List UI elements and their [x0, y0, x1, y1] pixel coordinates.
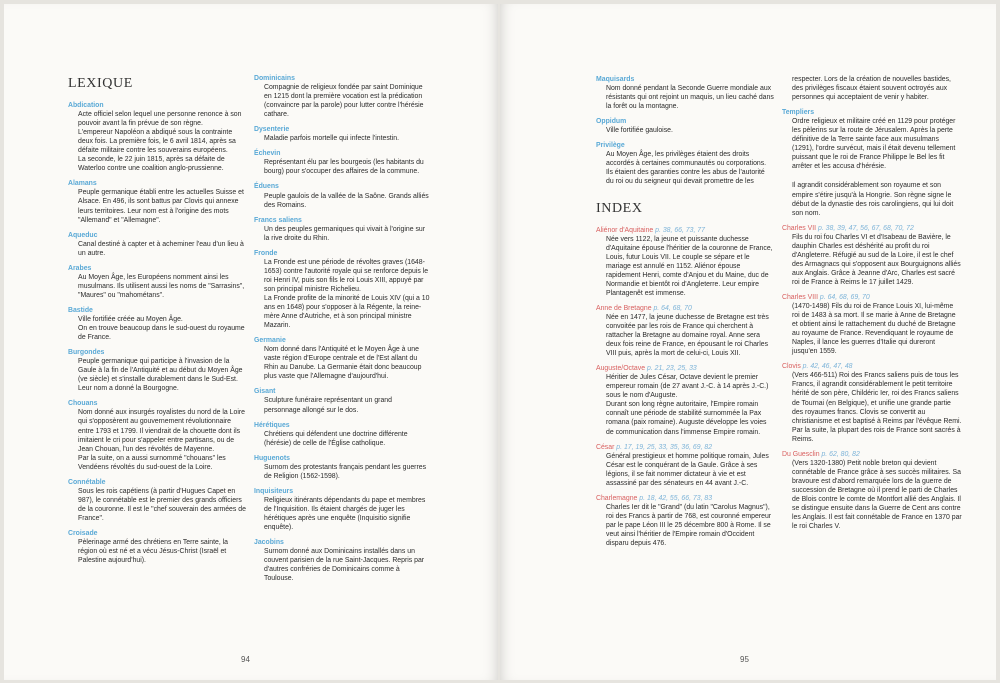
index-term: Auguste/Octave p. 21, 23, 25, 33	[596, 365, 697, 373]
definition: Nom donné pendant la Seconde Guerre mondiale aux résistants qui ont rejoint un maquis, un lieu caché dans la forêt ou la montagne.	[606, 85, 774, 111]
index-term: Charles VII p. 38, 39, 47, 56, 67, 68, 70, 72	[782, 224, 914, 232]
lexique-term: Huguenots	[254, 454, 290, 462]
lexique-entry-huguenots	[254, 454, 430, 481]
definition: Née en 1477, la jeune duchesse de Bretagne est très convoitée par les rois de France qui cherchent à rattacher la Bretagne au domaine royal. Anne sera deux fois reine de France, en épousant le roi Charles VIII puis, après la mort de celui-ci, Louis XII.	[606, 313, 769, 358]
left-page	[4, 4, 498, 680]
definition: Compagnie de religieux fondée par saint Dominique en 1215 dont la première vocation est la prédication (convaincre par la parole) pour lutter contre l'hérésie cathare.	[264, 84, 424, 119]
page-references: p. 64, 68, 70	[651, 304, 692, 312]
lexique-term: Abdication	[68, 102, 104, 109]
definition: Religieux itinérants dépendants du pape et membres de l'Inquisition. Ils étaient chargés de juger les hérétiques après une enquête (Inquisitio signifie enquête).	[264, 496, 426, 532]
right-page	[500, 4, 996, 680]
lexique-term: Chouans	[68, 400, 98, 408]
definition: Nom donné dans l'Antiquité et le Moyen Âge à une vaste région d'Europe centrale et de l'Est allant du Rhin au Danube. La Germanie était donc beaucoup plus vaste que l'Allemagne d'aujourd'hui.	[264, 346, 422, 381]
index-term: Anne de Bretagne p. 64, 68, 70	[596, 304, 692, 312]
lexique-entry-privilege	[596, 141, 774, 186]
lexique-term: Échevin	[254, 150, 281, 158]
lexique-term: Jacobins	[254, 539, 284, 547]
definition: Fils du roi fou Charles VI et d'Isabeau de Bavière, le dauphin Charles est déshérité au profit du roi d'Angleterre. Réfugié au sud de la Loire, il est le chef des Armagnacs qui s'opposent aux Bourguignons alliés aux Anglais. Grâce à Jeanne d'Arc, Charles est sacré roi de France à Reims le 17 juillet 1429.	[792, 233, 961, 286]
lexique-term: Templiers	[782, 109, 815, 117]
definition: Au Moyen Âge, les privilèges étaient des droits accordés à certaines communautés ou corporations. Ils étaient des garanties contre les abus de l'autorité du roi ou du seigneur qui devait promettre de les	[606, 151, 767, 186]
lexique-entry-maquisards	[596, 75, 774, 111]
privilege-continuation: respecter. Lors de la création de nouvelles bastides, des privilèges fiscaux étaient souvent octroyés aux personnes qui acceptaient de venir y habiter.	[792, 76, 951, 102]
definition: La Fronde est une période de révoltes graves (1648-1653) contre l'autorité royale qui se renforce depuis le roi Henri IV, puis son fils le roi Louis XIII, appuyé par son principal ministre Richelieu. La Fronde profite de la minorité de Louis XIV (qui a 10 ans en 1648) pour s'opposer à la Régente, la reine-mère Anne d'Autriche, et à son principal ministre Mazarin.	[264, 258, 430, 330]
lexique-term: Dominicains	[254, 75, 295, 82]
definition: Sous les rois capétiens (à partir d'Hugues Capet en 987), le connétable est le premier des grands officiers de la couronne. Il est le "chef souverain des armées de France".	[78, 487, 246, 522]
lexique-term: Privilège	[596, 142, 625, 150]
lexique-term: Gisant	[254, 388, 276, 396]
index-entry-anne-de-bretagne	[596, 304, 774, 358]
lexique-entry-gisant	[254, 387, 430, 414]
lexique-term: Aqueduc	[68, 231, 98, 239]
definition: (1470-1498) Fils du roi de France Louis XI, lui-même roi de 1483 à sa mort. Il se marie à Anne de Bretagne et obtient ainsi le rattachement du duché de Bretagne au royaume de France. Revendiquant le royaume de Naples, il lance les guerres d'Italie qui dureront jusqu'en 1559.	[792, 303, 956, 356]
lexique-term: Éduens	[254, 183, 279, 191]
definition: (Vers 1320-1380) Petit noble breton qui devient connétable de France grâce à ses succès militaires. Sa bravoure est d'abord remarquée lors de la guerre de succession de Bretagne où il prend le parti de Charles de Blois contre le comte de Montfort allié des Anglais. Il se distingue ensuite dans la Guerre de Cent ans contre les Anglais. Il est fait connétable de France en 1370 par le roi Charles V.	[792, 459, 962, 531]
definition: Général prestigieux et homme politique romain, Jules César est le conquérant de la Gaule. Grâce à ses légions, il se fait nommer dictateur à vie et est assassiné par des sénateurs en 44 avant J.-C.	[606, 452, 769, 487]
definition: Chrétiens qui défendent une doctrine différente (hérésie) de celle de l'Église catholique.	[264, 430, 408, 447]
index-term: Clovis p. 42, 46, 47, 48	[782, 363, 853, 371]
lexique-entry-echevin	[254, 149, 430, 176]
lexique-term: Hérétiques	[254, 421, 290, 429]
lexique-entry-heretiques	[254, 421, 430, 448]
lexique-entry-connetable	[68, 478, 246, 523]
lexique-term: Bastide	[68, 306, 93, 314]
lexique-term: Francs saliens	[254, 216, 302, 224]
lexique-entry-burgondes	[68, 348, 246, 393]
index-term: César p. 17, 19, 25, 33, 35, 36, 69, 82	[596, 443, 713, 451]
lexique-column-2	[254, 74, 430, 589]
definition: Ordre religieux et militaire créé en 1129 pour protéger les pèlerins sur la route de Jérusalem. Après la perte définitive de la Terre sainte face aux musulmans (1291), l'ordre survécut, mais il était devenu tellement puissant que le roi de France Philippe le Bel les fit arrêter et les accusa d'hérésie.	[792, 118, 956, 171]
definition: Née vers 1122, la jeune et puissante duchesse d'Aquitaine épouse l'héritier de la couronne de France, Louis, futur Louis VII. Le couple se sépare et le mariage est annulé en 1152. Aliénor épouse rapidement Henri, comte d'Anjou et du Maine, duc de Normandie et bientôt roi d'Angleterre. Leur empire Plantagenêt est immense.	[606, 235, 773, 297]
right-column-2	[782, 75, 962, 537]
definition: Peuple germanique qui participe à l'invasion de la Gaule à la fin de l'Antiquité et au début du Moyen Âge (ve siècle) et s'installe durablement dans le Sud-Est. Leur nom a donné la Bourgogne.	[78, 358, 243, 393]
lexique-entry-chouans	[68, 399, 246, 471]
index-title: INDEX	[596, 200, 643, 216]
lexique-term: Burgondes	[68, 349, 105, 357]
lexique-entry-dominicains	[254, 74, 430, 119]
lexique-term: Maquisards	[596, 76, 635, 83]
page-references: p. 38, 39, 47, 56, 67, 68, 70, 72	[816, 224, 914, 232]
lexique-term: Fronde	[254, 249, 278, 257]
index-entry-charles-vii	[782, 224, 962, 287]
index-term: Charlemagne p. 18, 42, 55, 66, 73, 83	[596, 494, 713, 502]
lexique-term: Dysenterie	[254, 126, 290, 134]
definition: Nom donné aux insurgés royalistes du nord de la Loire qui s'opposèrent au gouvernement révolutionnaire entre 1793 et 1799. Il viendrait de la chouette dont ils imitaient le cri pour s'appeler entre partisans, ou de Jean Chouan, l'un des révoltés de Mayenne. Par la suite, on a aussi surnommé "chouans" les Vendéens révoltés du sud-ouest de la Loire.	[78, 409, 246, 471]
lexique-entry-abdication	[68, 101, 246, 173]
lexique-entry-aqueduc	[68, 231, 246, 258]
index-entry-auguste-octave	[596, 364, 774, 436]
definition: Un des peuples germaniques qui vivait à l'origine sur la rive droite du Rhin.	[264, 225, 426, 242]
definition: Surnom donné aux Dominicains installés dans un couvent parisien de la rue Saint-Jacques. Repris par d'autres confréries de Dominicains comme à Toulouse.	[264, 548, 425, 583]
lexique-term: Oppidum	[596, 118, 627, 126]
lexique-entry-eduens	[254, 182, 430, 209]
definition: Surnom des protestants français pendant les guerres de Religion (1562-1598).	[264, 463, 427, 480]
lexique-entry-inquisiteurs	[254, 487, 430, 532]
definition: Au Moyen Âge, les Européens nomment ainsi les musulmans. Ils utilisent aussi les noms de "Sarrasins", "Maures" ou "mahométans".	[78, 273, 245, 299]
definition: Pèlerinage armé des chrétiens en Terre sainte, la région où est né et a vécu Jésus-Christ (Israël et Palestine aujourd'hui).	[78, 539, 229, 565]
lexique-entry-alamans	[68, 179, 246, 224]
definition: Maladie parfois mortelle qui infecte l'intestin.	[264, 135, 399, 143]
definition: Héritier de Jules César, Octave devient le premier empereur romain (de 27 avant J.-C. à 14 après J.-C.) sous le nom d'Auguste. Durant son long règne autoritaire, l'Empire romain connaît une période de stabilité surnommée la Pax romana (paix romaine). Auguste développe les voies de communication dans l'immense Empire romain.	[606, 374, 769, 436]
right-column-1	[596, 75, 774, 554]
definition: Ville fortifiée gauloise.	[606, 127, 673, 135]
lexique-entry-arabes	[68, 264, 246, 300]
definition: Ville fortifiée créée au Moyen Âge. On en trouve beaucoup dans le sud-ouest du royaume de France.	[78, 315, 245, 342]
page-references: p. 64, 68, 69, 70	[818, 293, 870, 301]
definition: Peuple germanique établi entre les actuelles Suisse et Alsace. En 496, ils sont battus par Clovis qui annexe leurs territoires. Leur nom est à l'origine des mots "Allemand" et "Allemagne".	[78, 189, 244, 224]
lexique-column-1	[68, 76, 246, 571]
definition: Canal destiné à capter et à acheminer l'eau d'un lieu à un autre.	[78, 240, 244, 257]
lexique-entry-dysenterie	[254, 125, 430, 143]
page-references: p. 62, 80, 82	[819, 450, 860, 458]
lexique-entry-francs-saliens	[254, 216, 430, 243]
index-entry-alienor-d-aquitaine	[596, 226, 774, 298]
page-references: p. 38, 66, 73, 77	[653, 226, 705, 234]
lexique-term: Connétable	[68, 478, 106, 486]
lexique-entry-germanie	[254, 336, 430, 381]
page-references: p. 18, 42, 55, 66, 73, 83	[637, 494, 713, 502]
lexique-entry-oppidum	[596, 117, 774, 135]
definition: Charles Ier dit le "Grand" (du latin "Carolus Magnus"), roi des Francs à partir de 768, est couronné empereur par le pape Léon III le 25 décembre 800 à Rome. Il se veut ainsi l'héritier de l'Empire romain d'Occident disparu depuis 476.	[606, 503, 772, 548]
lexique-entry-jacobins	[254, 538, 430, 583]
lexique-term: Inquisiteurs	[254, 487, 294, 495]
index-entry-charlemagne	[596, 494, 774, 548]
page-references: p. 42, 46, 47, 48	[800, 363, 853, 371]
lexique-term: Germanie	[254, 337, 286, 345]
definition: Peuple gaulois de la vallée de la Saône. Grands alliés des Romains.	[264, 192, 429, 209]
lexique-term: Croisade	[68, 529, 98, 537]
lexique-title: LEXIQUE	[68, 76, 133, 91]
charlemagne-continuation: Il agrandit considérablement son royaume et son empire s'étire jusqu'à la Hongrie. Son règne signe le début de la dynastie des rois carolingiens, qui lui doit son nom.	[792, 182, 954, 217]
page-references: p. 21, 23, 25, 33	[645, 365, 697, 373]
lexique-entry-templiers	[782, 108, 962, 171]
index-entry-cesar	[596, 443, 774, 488]
definition: Acte officiel selon lequel une personne renonce à son pouvoir avant la fin prévue de son règne. L'empereur Napoléon a abdiqué sous la contrainte deux fois. La première fois, le 6 avril 1814, après sa défaite militaire contre les souverains européens. La seconde, le 22 juin 1815, après sa défaite de Waterloo contre une coalition anglo-prussienne.	[78, 111, 242, 173]
definition: Sculpture funéraire représentant un grand personnage allongé sur le dos.	[264, 397, 392, 414]
lexique-term: Arabes	[68, 264, 92, 272]
lexique-entry-bastide	[68, 306, 246, 342]
index-entry-charles-viii	[782, 293, 962, 356]
page-number-left: 94	[241, 655, 250, 664]
definition: (Vers 466-511) Roi des Francs saliens puis de tous les Francs, il agrandit considérablement le petit territoire hérité de son père, Childéric Ier, roi des Francs saliens de Tournai (en Belgique), et unifie une grande partie des royaumes francs. Clovis se convertit au christianisme et est baptisé à Reims par l'évêque Remi. Par la suite, la plupart des rois de France sont sacrés à Reims.	[792, 372, 962, 443]
definition: Représentant élu par les bourgeois (les habitants du bourg) pour s'occuper des affaires de la commune.	[264, 159, 424, 176]
lexique-term: Alamans	[68, 180, 97, 188]
lexique-entry-fronde	[254, 249, 430, 330]
index-entry-du-guesclin	[782, 450, 962, 531]
index-entry-clovis	[782, 362, 962, 443]
page-references: p. 17, 19, 25, 33, 35, 36, 69, 82	[614, 443, 713, 451]
index-term: Charles VIII p. 64, 68, 69, 70	[782, 293, 870, 301]
index-term: Aliénor d'Aquitaine p. 38, 66, 73, 77	[596, 226, 705, 234]
page-number-right: 95	[740, 655, 749, 664]
index-term: Du Guesclin p. 62, 80, 82	[782, 450, 860, 458]
lexique-entry-croisade	[68, 529, 246, 565]
